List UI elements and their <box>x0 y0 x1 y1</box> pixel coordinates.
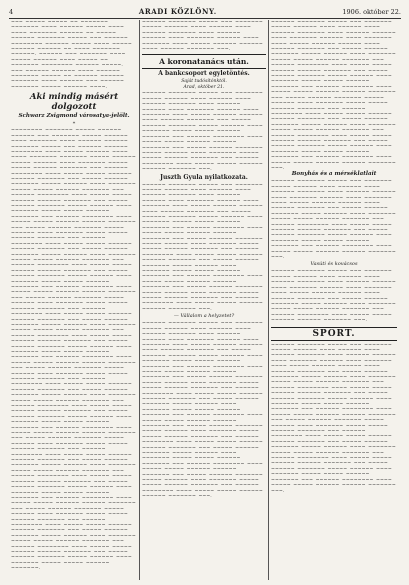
sports-heading: SPORT. <box>271 327 397 341</box>
article-subheading: Schwarz Zsigmond városatya-jelölt. <box>18 113 130 120</box>
page-header <box>9 6 401 19</box>
article-heading: Aki mindig másért dolgozott <box>29 92 119 113</box>
subsection-title: Vasúti és kovácsos <box>310 261 358 268</box>
newspaper-page <box>9 6 401 580</box>
section-title: Bonyhás és a mérséklatlait <box>291 171 377 178</box>
article-subtitle: A bankcsoport egyletöntés. <box>158 70 250 78</box>
article-paper-heading: Juszth Gyula nyilatkozata. <box>160 173 248 181</box>
article-text-block: ~~~ ~~~~~ ~~~~~ ~~ ~~~~~~~ ~~~~~~~ ~~~~ ~~~~~~ ~~~~~ ~~~~ ~~~~ ~~~~~~~ ~~~~~~ ~~ ~~~~~ ~~~~~~ ~~~~~~~ ~~~~~ ~~~ ~~~~~~ ~~~~~~~~ ~~~~~~ ~~~~~ ~~~~ ~~~~~ ~~~~~~ ~~~~~~ ~~ ~~~~ ~~~~~~~ ~~~~~~. ~~~~~~ ~~~ ~~~~~~~ ~~~~ ~~~~~ ~~~~~~ ~~~~ ~~~~~ ~~ ~~~~~~~ ~~~~~~~~ ~~~~~~ ~~~~~. ~~~ ~~~~~~ ~~~~~~ ~~~~ ~~~~~~ ~~~~~~~ ~~~~~ ~~ ~~~~~~ ~~~~~~ ~~~~~~~ ~~~~ ~~~~~~ ~~~ ~~~~~~ ~~~~~~~ ~~~~~ ~~~~~~ ~~~~. <box>11 20 132 90</box>
separator-mark: * <box>72 121 76 128</box>
columns <box>9 20 401 580</box>
column-middle <box>139 20 269 580</box>
column-right <box>269 20 399 580</box>
article-source: Saját tudósítónktól. <box>181 79 227 85</box>
sports-body: ~~~~~~ ~~~~~~~ ~~~~~ ~~~ ~~~~~~~ ~~~~~ ~~~~~~ ~~~~ ~~~~~~ ~~~~ ~~~~~~ ~~~~~~~ ~~~~ ~~~~~~ ~~~~~~ ~~~~ ~~~~~~~ ~~~~~~ ~~~~ ~~~~~~~ ~~~~ ~~~~~ ~~~~~~ ~~~~~~ ~~~~ ~~~~~~ ~~~~~~~ ~~~ ~~~~~ ~~~~~~ ~~~~~~~ ~~~~~ ~~~~~~ ~~~~ ~~~~~~~ ~~~~~ ~~~~~ ~~~~~~ ~~~~~~~ ~~~ ~~~~~~ ~~~~~~~~ ~~~~ ~~~~~ ~~~~~ ~~~~~~ ~~~~~~ ~~~~~~~ ~~~ ~~~~~ ~~~~~~ ~~~~~~~ ~~~~~ ~~~~~~ ~~~~ ~~~~~~~ ~~~~~ ~~~~~ ~~~~~~ ~~~~~~~ ~~~ ~~~~~~ ~~~~~~~~ ~~~~ ~~~~~ ~~~~~ ~~~~~~ ~~~~~~ ~~~~~~~ ~~~ ~~~~~ ~~~~~~ ~~~~~~~ ~~~~~ ~~~~~~ ~~~~ ~~~~~~~ ~~~~~ ~~~~~ ~~~~~~ ~~~~~~~ ~~~ ~~~~~~ ~~~~~~~~ ~~~~ ~~~~~ ~~~~~ ~~~~~~ ~~~~~~ ~~~~~~~ ~~~ ~~~~~ ~~~~~~ ~~~~~~~ ~~~~~ ~~~~~~ ~~~~ ~~~~~~~ ~~~~~ ~~~~~ ~~~~~~ ~~~~~~~ ~~~ ~~~~~~ ~~~~~~~~ ~~~~ ~~~~~ ~~~~~ ~~~~~~ ~~~~~~ ~~~~~~~ ~~~ ~~~~~ ~~~~~~ ~~~~~~~ ~~~~~ ~~~~~~ ~~~~ ~~~~~~~ ~~~~~ ~~~~~ ~~~~~~ ~~~~~~~ ~~~ ~~~~~~ ~~~~~~~~ ~~~~ ~~~~~ ~~~~~ ~~~~~~ ~~~~~~ ~~~~~~~ ~~~. <box>271 342 396 494</box>
dash-quote: — Vállalom a helyzetet? <box>173 313 235 320</box>
article-body-long: ~~~~~~~~ ~~~~~~~ ~~~~~ ~~~~~~ ~~~~~~ ~~~ ~~~~~~~ ~~~~~ ~~~~~~ ~~~~ ~~~~~~~ ~~~~ ~~~~~~ ~~~~~~ ~~~~~~~ ~~~~~ ~~~ ~~~~~~ ~~~~~~ ~~~~~~~~ ~~~~ ~~~~~ ~~~~~~ ~~~~ ~~~~ ~~~~~~~ ~~~~~~~ ~~~~~ ~~~~~~ ~~~~~ ~~~~~~ ~~~~ ~~~~~~~ ~~~~~ ~~~~~ ~~~~~~ ~~~~~~~ ~~~ ~~~~~~ ~~~~~~~~ ~~~~ ~~~~~ ~~~~~ ~~~~~~ ~~~~~~ ~~~~~~~ ~~~ ~~~~~ ~~~~~~ ~~~~~~~ ~~~~~ ~~~~~~ ~~~~ ~~~~~~~ ~~~~~ ~~~~~ ~~~~~~ ~~~~~~~ ~~~ ~~~~~~ ~~~~~~~~ ~~~~ ~~~~~ ~~~~~ ~~~~~~ ~~~~~~ ~~~~~~~ ~~~ ~~~~~ ~~~~~~ ~~~~~~~ ~~~~~ ~~~~~~ ~~~~ ~~~~~~~ ~~~~~ ~~~~~ ~~~~~~ ~~~~~~~ ~~~ ~~~~~~ ~~~~~~~~ ~~~~ ~~~~~ ~~~~~ ~~~~~~ ~~~~~~ ~~~~~~~ ~~~ ~~~~~ ~~~~~~ ~~~~~~~ ~~~~~ ~~~~~~ ~~~~ ~~~~~~~ ~~~~~ ~~~~~ ~~~~~~ ~~~~~~~ ~~~ ~~~~~~ ~~~~~~~~ ~~~~ ~~~~~ ~~~~~ ~~~~~~ ~~~~~~ ~~~~~~~ ~~~ ~~~~~ ~~~~~~ ~~~~~~~ ~~~~~ ~~~~~~ ~~~~ ~~~~~~~ ~~~~~ ~~~~~ ~~~~~~ ~~~~~~~ ~~~ ~~~~~~ ~~~~~~~~ ~~~~ ~~~~~ ~~~~~ ~~~~~~ ~~~~~~ ~~~~~~~ ~~~ ~~~~~ ~~~~~~ ~~~~~~~ ~~~~~ ~~~~~~ ~~~~ ~~~~~~~ ~~~~~ ~~~~~ ~~~~~~ ~~~~~~~ ~~~ ~~~~~~ ~~~~~~~~ ~~~~ ~~~~~ ~~~~~ ~~~~~~ ~~~~~~ ~~~~~~~ ~~~ ~~~~~ ~~~~~~ ~~~~~~~ ~~~~~ ~~~~~~ ~~~~ ~~~~~~~ ~~~~~ ~~~~~ ~~~~~~ ~~~~~~~ ~~~ ~~~~~~ ~~~~~~~~ ~~~~ ~~~~~ ~~~~~ ~~~~~~ ~~~~~~ ~~~~~~~ ~~~ ~~~~~ ~~~~~~ ~~~~~~~ ~~~~~ ~~~~~~ ~~~~ ~~~~~~~ ~~~~~ ~~~~~ ~~~~~~ ~~~~~~~ ~~~ ~~~~~~ ~~~~~~~~ ~~~~ ~~~~~ ~~~~~ ~~~~~~ ~~~~~~ ~~~~~~~ ~~~ ~~~~~ ~~~~~~ ~~~~~~~ ~~~~~ ~~~~~~ ~~~~ ~~~~~~~ ~~~~~ ~~~~~ ~~~~~~ ~~~~~~~ ~~~ ~~~~~~ ~~~~~~~~ ~~~~ ~~~~~ ~~~~~ ~~~~~~ ~~~~~~ ~~~~~~~ ~~~ ~~~~~ ~~~~~~ ~~~~~~~ ~~~~~ ~~~~~~ ~~~~ ~~~~~~~ ~~~~~ ~~~~~ ~~~~~~ ~~~~~~~ ~~~ ~~~~~~ ~~~~~~~~ ~~~~ ~~~~~ ~~~~~ ~~~~~~ ~~~~~~ ~~~~~~~ ~~~ ~~~~~ ~~~~~~ ~~~~~~~ ~~~~~ ~~~~~~ ~~~~ ~~~~~~~ ~~~~~ ~~~~~ ~~~~~~ ~~~~~~~ ~~~ ~~~~~~ ~~~~~~~~ ~~~~ ~~~~~ ~~~~~ ~~~~~~ ~~~~~~ ~~~~~~~ ~~~ ~~~~~ ~~~~~~ ~~~~~~~ ~~~~~ ~~~~~~ ~~~~ ~~~~~~~ ~~~~~ ~~~~~ ~~~~~~ ~~~~~~~ ~~~ ~~~~~~ ~~~~~~~~ ~~~~ ~~~~~ ~~~~~ ~~~~~~ ~~~~~~ ~~~~~~~ ~~~ ~~~~~ ~~~~~~ ~~~~~~~ ~~~~~ ~~~~~~ ~~~~ ~~~~~~~ ~~~~~ ~~~~~ ~~~~~~ ~~~~~~~ ~~~ ~~~~~~ ~~~~~~~~ ~~~~ ~~~~~ ~~~~~ ~~~~~~ ~~~~~~ ~~~~~~~ ~~~ ~~~~~ ~~~~~~ ~~~~~~~ ~~~~~ ~~~~~~ ~~~~ ~~~~~~~ ~~~~~ ~~~~~ ~~~~~~ ~~~~~~~ ~~~ ~~~~~~ ~~~~~~~~ ~~~~ ~~~~~ ~~~~~ ~~~~~~ ~~~~~~ ~~~~~~~ ~~~ ~~~~~ ~~~~~~ ~~~~~~~ ~~~~~ ~~~~~~ ~~~~ ~~~~~~~ ~~~~~ ~~~~~ ~~~~~~ ~~~~~~~ ~~~ ~~~~~~ ~~~~~~~~ ~~~~ ~~~~~ ~~~~~ ~~~~~~ ~~~~~~ ~~~~~~~ ~~~ ~~~~~ ~~~~~~ ~~~~~~~ ~~~~~ ~~~~~~ ~~~~ ~~~~~~~ ~~~~~ ~~~~~ ~~~~~~ ~~~~~~~ ~~~ ~~~~~~ ~~~~~~~~ ~~~~ ~~~~~ ~~~~~ ~~~~~~ ~~~~~~ ~~~~~~~ ~~~ ~~~~~ ~~~~~~ ~~~~~~~ ~~~~~ ~~~~~~ ~~~~ ~~~~~~~ ~~~~~ ~~~~~ ~~~~~~ ~~~~~~~ ~~~ ~~~~~~ ~~~~~~~~ ~~~~ ~~~~~ ~~~~~ ~~~~~~ ~~~~~~ ~~~~~~~ ~~~ ~~~~~ ~~~~~~ ~~~~~~~ ~~~~~ ~~~~~~ ~~~~ ~~~~~~~ ~~~~~ ~~~~~ ~~~~~~ ~~~~~~~. <box>11 128 136 572</box>
article-box-title: A koronatanács után. <box>142 54 266 69</box>
article-body-3: ~~~~~~ ~~~~~~~ ~~~~~ ~~~ ~~~~~~~ ~~~~~ ~~~~~~ ~~~~ ~~~~~~ ~~~~ ~~~~~~ ~~~~~~~ ~~~~ ~~~~~~ ~~~~~~ ~~~~ ~~~~~~~ ~~~~~~ ~~~~ ~~~~~~~ ~~~~ ~~~~~ ~~~~~~ ~~~~~~ ~~~~ ~~~~~~ ~~~~~~~ ~~~ ~~~~~ ~~~~~~ ~~~~~~~ ~~~~~ ~~~~~~ ~~~~ ~~~~~~~ ~~~~~ ~~~~~ ~~~~~~ ~~~~~~~ ~~~ ~~~~~~ ~~~~~~~~ ~~~~ ~~~~~ ~~~~~ ~~~~~~ ~~~~~~ ~~~~~~~ ~~~ ~~~~~ ~~~~~~ ~~~~~~~ ~~~~~ ~~~~~~ ~~~~ ~~~~~~~ ~~~~~ ~~~~~ ~~~~~~ ~~~~~~~ ~~~ ~~~~~~ ~~~~~~~~ ~~~~ ~~~~~ ~~~~~ ~~~~~~ ~~~~~~ ~~~~~~~ ~~~ ~~~~~ ~~~~~~ ~~~~~~~ ~~~~~ ~~~~~~ ~~~~ ~~~~~~~ ~~~~~ ~~~~~ ~~~~~~ ~~~~~~~ ~~~ ~~~~~~ ~~~~~~~~ ~~~~ ~~~~~ ~~~~~ ~~~~~~ ~~~~~~ ~~~~~~~ ~~~ ~~~~~ ~~~~~~ ~~~~~~~ ~~~~~ ~~~~~~ ~~~~ ~~~~~~~ ~~~~~ ~~~~~ ~~~~~~ ~~~~~~~ ~~~ ~~~~~~ ~~~~~~~~ ~~~~ ~~~~~ ~~~~~ ~~~~~~ ~~~~~~ ~~~~~~~ ~~~ ~~~~~ ~~~~~~ ~~~~~~~ ~~~~~ ~~~~~~ ~~~~ ~~~~~~~ ~~~~~ ~~~~~ ~~~~~~ ~~~~~~~ ~~~ ~~~~~~ ~~~~~~~~ ~~~~ ~~~~~ ~~~~~ ~~~~~~ ~~~~~~ ~~~~~~~ ~~~ ~~~~~ ~~~~~~ ~~~~~~~ ~~~~~ ~~~~~~ ~~~~ ~~~~~~~ ~~~~~ ~~~~~ ~~~~~~ ~~~~~~~ ~~~ ~~~~~~ ~~~~~~~~ ~~~~ ~~~~~ ~~~~~ ~~~~~~ ~~~~~~ ~~~~~~~ ~~~. <box>142 321 263 500</box>
article-text-block: ~~~~~~ ~~~~~~~ ~~~~~ ~~~ ~~~~~~~ ~~~~~ ~~~~~~ ~~~~ ~~~~~~ ~~~~ ~~~~~~ ~~~~~~~ ~~~~ ~~~~~~ ~~~~~~ ~~~~ ~~~~~~~ ~~~~~~ ~~~~ ~~~~~~~ ~~~~ ~~~~~ ~~~~~~ ~~~~~~ ~~~~ ~~~~~~ ~~~~~~~ ~~~ ~~~~~ ~~~~~~ ~~~~~~~ ~~~~~ ~~~~~~ ~~~~ ~~~~~~~ ~~~~~ ~~~~~ ~~~~~~ ~~~~~~~ ~~~ ~~~~~~ ~~~~~~~~ ~~~~ ~~~~~ ~~~~~ ~~~~~~ ~~~~~~ ~~~~~~~ ~~~ ~~~~~ ~~~~~~ ~~~~~~~ ~~~~~ ~~~~~~ ~~~~ ~~~~~~~ ~~~~~ ~~~~~ ~~~~~~ ~~~~~~~ ~~~ ~~~~~~ ~~~~~~~~ ~~~~ ~~~~~ ~~~~~ ~~~~~~ ~~~~~~ ~~~~~~~ ~~~ ~~~~~ ~~~~~~ ~~~~~~~ ~~~~~ ~~~~~~ ~~~~ ~~~~~~~ ~~~~~ ~~~~~ ~~~~~~ ~~~~~~~ ~~~ ~~~~~~ ~~~~~~~~ ~~~~ ~~~~~ ~~~~~ ~~~~~~ ~~~~~~ ~~~~~~~ ~~~ ~~~~~ ~~~~~~ ~~~~~~~ ~~~~~ ~~~~~~ ~~~~ ~~~~~~~ ~~~~~ ~~~~~ ~~~~~~ ~~~~~~~ ~~~ ~~~~~~ ~~~~~~~~ ~~~~ ~~~~~ ~~~~~ ~~~~~~ ~~~~~~ ~~~~~~~ ~~~ ~~~~~ ~~~~~~ ~~~~~~~ ~~~~~ ~~~~~~ ~~~~ ~~~~~~~ ~~~~~ ~~~~~ ~~~~~~ ~~~~~~~ ~~~ ~~~~~~ ~~~~~~~~ ~~~~ ~~~~~ ~~~~~ ~~~~~~ ~~~~~~ ~~~~~~~ ~~~. <box>271 20 396 171</box>
newspaper-title: ARADI KÖZLÖNY. <box>138 7 217 16</box>
issue-date: 1906. október 22. <box>342 7 401 16</box>
article-dateline: Arad, október 21. <box>183 85 225 91</box>
article-text-block: ~~~~~~ ~~~~~~~ ~~~~~ ~~~ ~~~~~~~ ~~~~~ ~~~~~~ ~~~~ ~~~~~~ ~~~~ ~~~~~~ ~~~~~~~ ~~~~ ~~~~~~ ~~~~~~ ~~~~ ~~~~~~~ ~~~~~~ ~~~~ ~~~~~~~ ~~~~ ~~~~~ ~~~~~~ ~~~~~~ ~~~~ ~~~~~~ ~~~~~~~ ~~~. <box>142 20 263 53</box>
subsection-body: ~~~~~~ ~~~~~~~ ~~~~~ ~~~ ~~~~~~~ ~~~~~ ~~~~~~ ~~~~ ~~~~~~ ~~~~ ~~~~~~ ~~~~~~~ ~~~~ ~~~~~~ ~~~~~~ ~~~~ ~~~~~~~ ~~~~~~ ~~~~ ~~~~~~~ ~~~~ ~~~~~ ~~~~~~ ~~~~~~ ~~~~ ~~~~~~ ~~~~~~~ ~~~ ~~~~~ ~~~~~~ ~~~~~~~ ~~~~~ ~~~~~~ ~~~~ ~~~~~~~ ~~~~~ ~~~~~ ~~~~~~ ~~~~~~~ ~~~ ~~~~~~ ~~~~~~~~ ~~~~ ~~~~~ ~~~~~ ~~~~~~ ~~~~~~ ~~~~~~~ ~~~. <box>271 269 396 324</box>
section-body: ~~~~~~ ~~~~~~~ ~~~~~ ~~~ ~~~~~~~ ~~~~~ ~~~~~~ ~~~~ ~~~~~~ ~~~~ ~~~~~~ ~~~~~~~ ~~~~ ~~~~~~ ~~~~~~ ~~~~ ~~~~~~~ ~~~~~~ ~~~~ ~~~~~~~ ~~~~ ~~~~~ ~~~~~~ ~~~~~~ ~~~~ ~~~~~~ ~~~~~~~ ~~~ ~~~~~ ~~~~~~ ~~~~~~~ ~~~~~ ~~~~~~ ~~~~ ~~~~~~~ ~~~~~ ~~~~~ ~~~~~~ ~~~~~~~ ~~~ ~~~~~~ ~~~~~~~~ ~~~~ ~~~~~ ~~~~~ ~~~~~~ ~~~~~~ ~~~~~~~ ~~~ ~~~~~ ~~~~~~ ~~~~~~~ ~~~~~ ~~~~~~ ~~~~ ~~~~~~~ ~~~~~ ~~~~~ ~~~~~~ ~~~~~~~ ~~~ ~~~~~~ ~~~~~~~~ ~~~~ ~~~~~ ~~~~~ ~~~~~~ ~~~~~~ ~~~~~~~ ~~~. <box>271 179 396 261</box>
article-body: ~~~~~~ ~~~~~~~ ~~~~~ ~~~ ~~~~~~~ ~~~~~ ~~~~~~ ~~~~ ~~~~~~ ~~~~ ~~~~~~ ~~~~~~~ ~~~~ ~~~~~~ ~~~~~~ ~~~~ ~~~~~~~ ~~~~~~ ~~~~ ~~~~~~~ ~~~~ ~~~~~ ~~~~~~ ~~~~~~ ~~~~ ~~~~~~ ~~~~~~~ ~~~ ~~~~~ ~~~~~~ ~~~~~~~ ~~~~~ ~~~~~~ ~~~~ ~~~~~~~ ~~~~~ ~~~~~ ~~~~~~ ~~~~~~~ ~~~ ~~~~~~ ~~~~~~~~ ~~~~ ~~~~~ ~~~~~ ~~~~~~ ~~~~~~ ~~~~~~~ ~~~ ~~~~~ ~~~~~~ ~~~~~~~ ~~~~~ ~~~~~~ ~~~~ ~~~~~~~ ~~~~~ ~~~~~ ~~~~~~ ~~~~~~~ ~~~ ~~~~~~ ~~~~~~~~ ~~~~ ~~~~~ ~~~~~ ~~~~~~ ~~~~~~ ~~~~~~~ ~~~. <box>142 91 263 173</box>
page-number: 4 <box>9 7 14 16</box>
article-body-2: ~~~~~~ ~~~~~~~ ~~~~~ ~~~ ~~~~~~~ ~~~~~ ~~~~~~ ~~~~ ~~~~~~ ~~~~ ~~~~~~ ~~~~~~~ ~~~~ ~~~~~~ ~~~~~~ ~~~~ ~~~~~~~ ~~~~~~ ~~~~ ~~~~~~~ ~~~~ ~~~~~ ~~~~~~ ~~~~~~ ~~~~ ~~~~~~ ~~~~~~~ ~~~ ~~~~~ ~~~~~~ ~~~~~~~ ~~~~~ ~~~~~~ ~~~~ ~~~~~~~ ~~~~~ ~~~~~ ~~~~~~ ~~~~~~~ ~~~ ~~~~~~ ~~~~~~~~ ~~~~ ~~~~~ ~~~~~ ~~~~~~ ~~~~~~ ~~~~~~~ ~~~ ~~~~~ ~~~~~~ ~~~~~~~ ~~~~~ ~~~~~~ ~~~~ ~~~~~~~ ~~~~~ ~~~~~ ~~~~~~ ~~~~~~~ ~~~ ~~~~~~ ~~~~~~~~ ~~~~ ~~~~~ ~~~~~ ~~~~~~ ~~~~~~ ~~~~~~~ ~~~ ~~~~~ ~~~~~~ ~~~~~~~ ~~~~~ ~~~~~~ ~~~~ ~~~~~~~ ~~~~~ ~~~~~ ~~~~~~ ~~~~~~~ ~~~ ~~~~~~ ~~~~~~~~ ~~~~ ~~~~~ ~~~~~ ~~~~~~ ~~~~~~ ~~~~~~~ ~~~ ~~~~~ ~~~~~~ ~~~~~~~ ~~~~~ ~~~~~~ ~~~~ ~~~~~~~ ~~~~~ ~~~~~ ~~~~~~ ~~~~~~~ ~~~ ~~~~~~ ~~~~~~~~ ~~~~ ~~~~~ ~~~~~ ~~~~~~ ~~~~~~ ~~~~~~~ ~~~. <box>142 182 263 312</box>
column-left <box>9 20 139 580</box>
